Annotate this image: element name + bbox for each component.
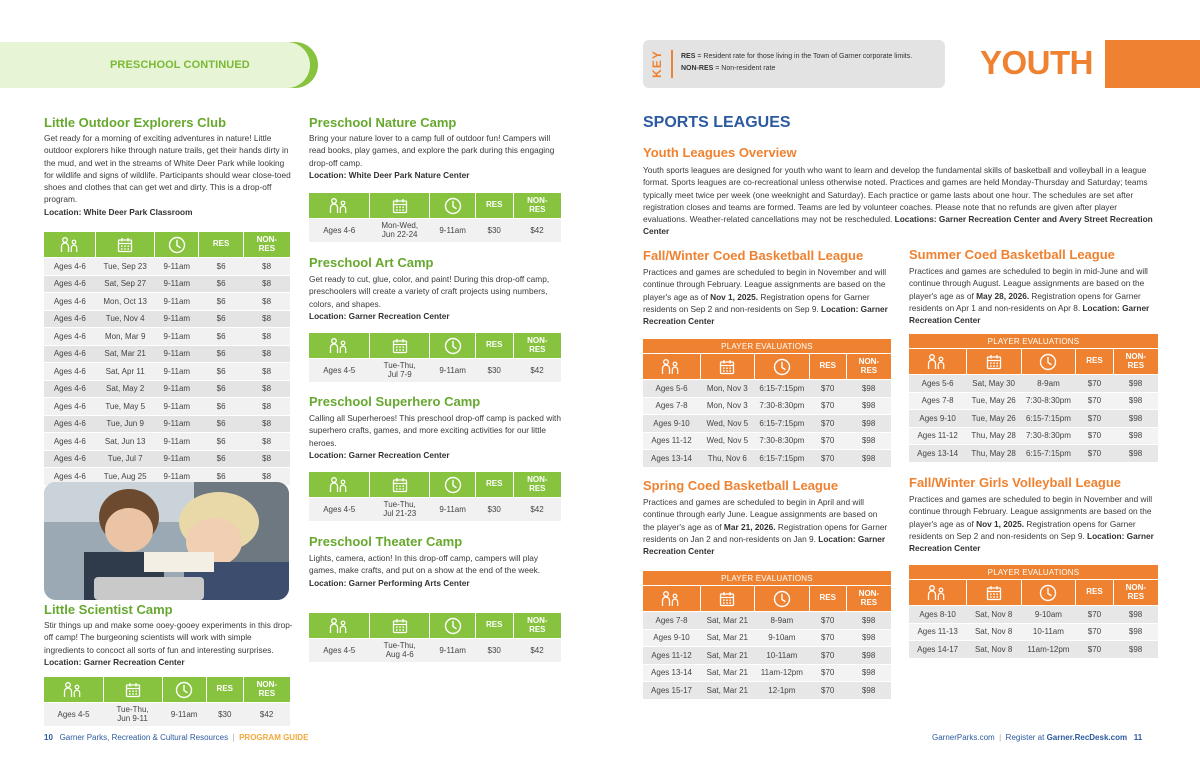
player-evaluations-row: PLAYER EVALUATIONS — [643, 571, 891, 586]
scientist-body: Stir things up and make some ooey-gooey experiments in this drop-off camp! The burgeoning scientists will work with simple ingredients to concoct all sorts of fun and interesting surprises. Location: Garner Recreation Center — [44, 620, 293, 667]
people-icon — [328, 618, 350, 634]
table-row: Ages 4-5 Tue-Thu, Jul 7-9 9-11am $30 $42 — [309, 359, 561, 382]
kids-science-photo — [44, 482, 289, 600]
table-row: Ages 5-6 Mon, Nov 3 6:15-7:15pm $70 $98 — [643, 380, 891, 398]
table-header-row — [309, 193, 561, 219]
people-icon — [660, 359, 682, 375]
calendar-icon — [392, 338, 408, 354]
calendar-icon — [986, 354, 1002, 370]
key-label: KEY — [650, 50, 664, 78]
table-row: Ages 4-5 Tue-Thu, Jul 21-23 9-11am $30 $42 — [309, 498, 561, 521]
res-header: RES — [475, 613, 513, 639]
summer-basketball-body: Practices and games are scheduled to begin in mid-June and will continue through August. League assignments are based on the player's age as of May 28, 2026. Registration opens for Garner residents on Apr 1 and non-residents on Apr 8. Location: Garner Recreation Center — [909, 266, 1150, 326]
table-row: Ages 15-17 Sat, Mar 21 12-1pm $70 $98 — [643, 682, 891, 700]
table-row: Ages 9-10 Tue, May 26 6:15-7:15pm $70 $98 — [909, 410, 1158, 428]
table-row: Ages 13-14 Thu, May 28 6:15-7:15pm $70 $98 — [909, 445, 1158, 463]
people-icon — [328, 198, 350, 214]
table-row: Ages 4-6 Tue, Aug 25 9-11am $6 $8 — [44, 468, 290, 486]
theater-title: Preschool Theater Camp — [309, 534, 463, 549]
nature-title: Preschool Nature Camp — [309, 115, 457, 130]
explorers-table — [44, 231, 290, 485]
table-header-row — [309, 613, 561, 639]
volleyball-title: Fall/Winter Girls Volleyball League — [909, 475, 1122, 490]
table-row: Ages 4-6 Tue, Nov 4 9-11am $6 $8 — [44, 310, 290, 328]
res-header: RES — [809, 586, 846, 612]
calendar-icon — [719, 591, 735, 607]
overview-title: Youth Leagues Overview — [643, 145, 797, 160]
table-row: Ages 4-6 Mon, Oct 13 9-11am $6 $8 — [44, 293, 290, 311]
table-row: Ages 9-10 Sat, Mar 21 9-10am $70 $98 — [643, 629, 891, 647]
key-box — [643, 40, 945, 88]
table-row: Ages 4-6 Mon, Mar 9 9-11am $6 $8 — [44, 328, 290, 346]
art-table — [309, 332, 561, 382]
sports-leagues-title: SPORTS LEAGUES — [643, 114, 791, 131]
table-row: Ages 13-14 Sat, Mar 21 11am-12pm $70 $98 — [643, 664, 891, 682]
table-row: Ages 11-12 Wed, Nov 5 7:30-8:30pm $70 $98 — [643, 432, 891, 450]
footer-right: GarnerParks.com | Register at Garner.RecDesk.com 11 — [932, 733, 1143, 742]
calendar-icon — [392, 477, 408, 493]
fw-basketball-table — [643, 338, 891, 467]
table-row: Ages 14-17 Sat, Nov 8 11am-12pm $70 $98 — [909, 641, 1158, 659]
table-row: Ages 4-6 Sat, May 2 9-11am $6 $8 — [44, 380, 290, 398]
nature-body: Bring your nature lover to a camp full of outdoor fun! Campers will read books, play games, and explore the park during this engaging drop-off camp. Location: White Deer Park Nature Center — [309, 133, 555, 180]
nonres-header: NON- RES — [513, 472, 561, 498]
people-icon — [660, 591, 682, 607]
table-row: Ages 4-6 Sat, Mar 21 9-11am $6 $8 — [44, 345, 290, 363]
table-row: Ages 7-8 Tue, May 26 7:30-8:30pm $70 $98 — [909, 392, 1158, 410]
people-icon — [59, 237, 81, 253]
table-header-row — [309, 472, 561, 498]
calendar-icon — [125, 682, 141, 698]
clock-icon — [444, 337, 462, 355]
clock-icon — [1039, 584, 1057, 602]
res-header: RES — [1076, 349, 1113, 375]
theater-table — [309, 612, 561, 662]
people-icon — [62, 682, 84, 698]
superhero-title: Preschool Superhero Camp — [309, 394, 481, 409]
clock-icon — [175, 681, 193, 699]
clock-icon — [773, 590, 791, 608]
table-header-row — [643, 586, 891, 612]
spring-basketball-body: Practices and games are scheduled to begin in April and will continue through early June. League assignments are based on the player's age as of Mar 21, 2026. Registration opens for Garner residents on Jan 2 and non-residents on Jan 9. Location: Garner Recreation Center — [643, 497, 888, 557]
table-row: Ages 11-12 Thu, May 28 7:30-8:30pm $70 $98 — [909, 427, 1158, 445]
overview-body: Youth sports leagues are designed for youth who want to learn and develop the fundamental skills of basketball and volleyball in a league format. Sports leagues are co-recreational unless otherwise noted. Practices and games are held Monday-Thursday and Saturday; teams typically meet twice per week (one weeknight and Saturday). Each practice or game lasts about one hour. The schedules are set after registration closes and teams are formed. Teams are led by volunteer coaches. Please note that no refunds are given after player evaluations. Weather-related cancellations may not be rescheduled. Locations: Garner Recreation Center and Avery Street Recreation Center — [643, 165, 1153, 237]
people-icon — [328, 477, 350, 493]
player-evaluations-row: PLAYER EVALUATIONS — [643, 339, 891, 354]
player-evaluations-row: PLAYER EVALUATIONS — [909, 334, 1158, 349]
res-header: RES — [809, 354, 846, 380]
res-header: RES — [475, 472, 513, 498]
scientist-title: Little Scientist Camp — [44, 602, 173, 617]
spring-basketball-table — [643, 570, 891, 699]
nonres-header: NON- RES — [513, 193, 561, 219]
table-row: Ages 7-8 Mon, Nov 3 7:30-8:30pm $70 $98 — [643, 397, 891, 415]
nonres-header: NON- RES — [243, 677, 290, 703]
res-header: RES — [199, 232, 243, 258]
theater-body: Lights, camera, action! In this drop-off camp, campers will play games, make crafts, and put on a show at the end of the week. Location: Garner Performing Arts Center — [309, 553, 541, 588]
res-header: RES — [206, 677, 243, 703]
clock-icon — [444, 476, 462, 494]
clock-icon — [168, 236, 186, 254]
calendar-icon — [719, 359, 735, 375]
people-icon — [926, 354, 948, 370]
nonres-header: NON- RES — [243, 232, 290, 258]
key-res-line: RES = Resident rate for those living in the Town of Garner corporate limits. — [681, 53, 913, 60]
calendar-icon — [986, 585, 1002, 601]
table-header-row — [909, 580, 1158, 606]
table-header-row — [309, 333, 561, 359]
spring-basketball-title: Spring Coed Basketball League — [643, 478, 839, 493]
table-row: Ages 4-6 Sat, Apr 11 9-11am $6 $8 — [44, 363, 290, 381]
table-row: Ages 7-8 Sat, Mar 21 8-9am $70 $98 — [643, 612, 891, 630]
clock-icon — [444, 617, 462, 635]
clock-icon — [1039, 353, 1057, 371]
art-title: Preschool Art Camp — [309, 255, 434, 270]
key-nonres-line: NON-RES = Non-resident rate — [681, 65, 776, 72]
footer-left: 10 Garner Parks, Recreation & Cultural Resources | PROGRAM GUIDE — [44, 733, 309, 742]
table-row: Ages 8-10 Sat, Nov 8 9-10am $70 $98 — [909, 606, 1158, 624]
scientist-table — [44, 676, 290, 726]
res-header: RES — [1076, 580, 1113, 606]
table-header-row — [909, 349, 1158, 375]
table-row: Ages 4-5 Tue-Thu, Aug 4-6 9-11am $30 $42 — [309, 639, 561, 662]
calendar-icon — [117, 237, 133, 253]
res-header: RES — [475, 193, 513, 219]
nonres-header: NON- RES — [513, 333, 561, 359]
player-evaluations-row: PLAYER EVALUATIONS — [909, 565, 1158, 580]
superhero-table — [309, 471, 561, 521]
res-header: RES — [475, 333, 513, 359]
nonres-header: NON- RES — [1113, 349, 1158, 375]
art-body: Get ready to cut, glue, color, and paint! During this drop-off camp, preschoolers will create a variety of craft projects using numbers, colors, and shapes. Location: Garner Recreation Center — [309, 274, 550, 321]
nonres-header: NON- RES — [1113, 580, 1158, 606]
clock-icon — [444, 197, 462, 215]
table-header-row — [44, 677, 290, 703]
explorers-body: Get ready for a morning of exciting adventures in nature! Little outdoor explorers hike through nature trails, get their hands dirty in the mud, and wet in the streams of White Deer Park while looking for wildlife and signs of wildlife. Participants should wear close-toed shoes and clothes that can get wet and dirty. This is a drop-off program. Location: White Deer Park Classroom — [44, 133, 291, 217]
nature-table — [309, 192, 561, 242]
table-row: Ages 4-6 Tue, Sep 23 9-11am $6 $8 — [44, 258, 290, 276]
nonres-header: NON- RES — [846, 586, 891, 612]
fw-basketball-title: Fall/Winter Coed Basketball League — [643, 248, 864, 263]
summer-basketball-table — [909, 333, 1158, 462]
table-row: Ages 11-13 Sat, Nov 8 10-11am $70 $98 — [909, 623, 1158, 641]
clock-icon — [773, 358, 791, 376]
table-row: Ages 4-6 Tue, May 5 9-11am $6 $8 — [44, 398, 290, 416]
footer-register-link[interactable]: Garner.RecDesk.com — [1046, 733, 1128, 742]
calendar-icon — [392, 198, 408, 214]
table-row: Ages 4-6 Mon-Wed, Jun 22-24 9-11am $30 $42 — [309, 219, 561, 242]
section-header: PRESCHOOL CONTINUED — [110, 59, 250, 71]
table-row: Ages 13-14 Thu, Nov 6 6:15-7:15pm $70 $98 — [643, 450, 891, 468]
summer-basketball-title: Summer Coed Basketball League — [909, 247, 1115, 262]
volleyball-body: Practices and games are scheduled to begin in November and will continue through February. League assignments are based on the player's age as of Nov 1, 2025. Registration opens for Garner residents on Sep 2 and non-residents on Sep 9. Location: Garner Recreation Center — [909, 494, 1154, 554]
table-row: Ages 11-12 Sat, Mar 21 10-11am $70 $98 — [643, 647, 891, 665]
table-header-row — [44, 232, 290, 258]
table-row: Ages 9-10 Wed, Nov 5 6:15-7:15pm $70 $98 — [643, 415, 891, 433]
volleyball-table — [909, 564, 1158, 658]
nonres-header: NON- RES — [513, 613, 561, 639]
people-icon — [926, 585, 948, 601]
footer-site-link[interactable]: GarnerParks.com — [932, 733, 995, 742]
superhero-body: Calling all Superheroes! This preschool drop-off camp is packed with superhero crafts, games, and more exciting activities for our little heroes. Location: Garner Recreation Center — [309, 413, 561, 460]
table-row: Ages 4-6 Sat, Sep 27 9-11am $6 $8 — [44, 275, 290, 293]
table-row: Ages 4-5 Tue-Thu, Jun 9-11 9-11am $30 $42 — [44, 703, 290, 726]
header-tab — [0, 42, 318, 88]
table-row: Ages 4-6 Tue, Jun 9 9-11am $6 $8 — [44, 415, 290, 433]
table-row: Ages 5-6 Sat, May 30 8-9am $70 $98 — [909, 375, 1158, 393]
page-title: YOUTH — [980, 44, 1093, 81]
table-row: Ages 4-6 Tue, Jul 7 9-11am $6 $8 — [44, 450, 290, 468]
people-icon — [328, 338, 350, 354]
table-header-row — [643, 354, 891, 380]
table-row: Ages 4-6 Sat, Jun 13 9-11am $6 $8 — [44, 433, 290, 451]
nonres-header: NON- RES — [846, 354, 891, 380]
explorers-title: Little Outdoor Explorers Club — [44, 115, 227, 130]
fw-basketball-body: Practices and games are scheduled to begin in November and will continue through February. League assignments are based on the player's age as of Nov 1, 2025. Registration opens for Garner residents on Sep 2 and non-residents on Sep 9. Location: Garner Recreation Center — [643, 267, 888, 327]
calendar-icon — [392, 618, 408, 634]
